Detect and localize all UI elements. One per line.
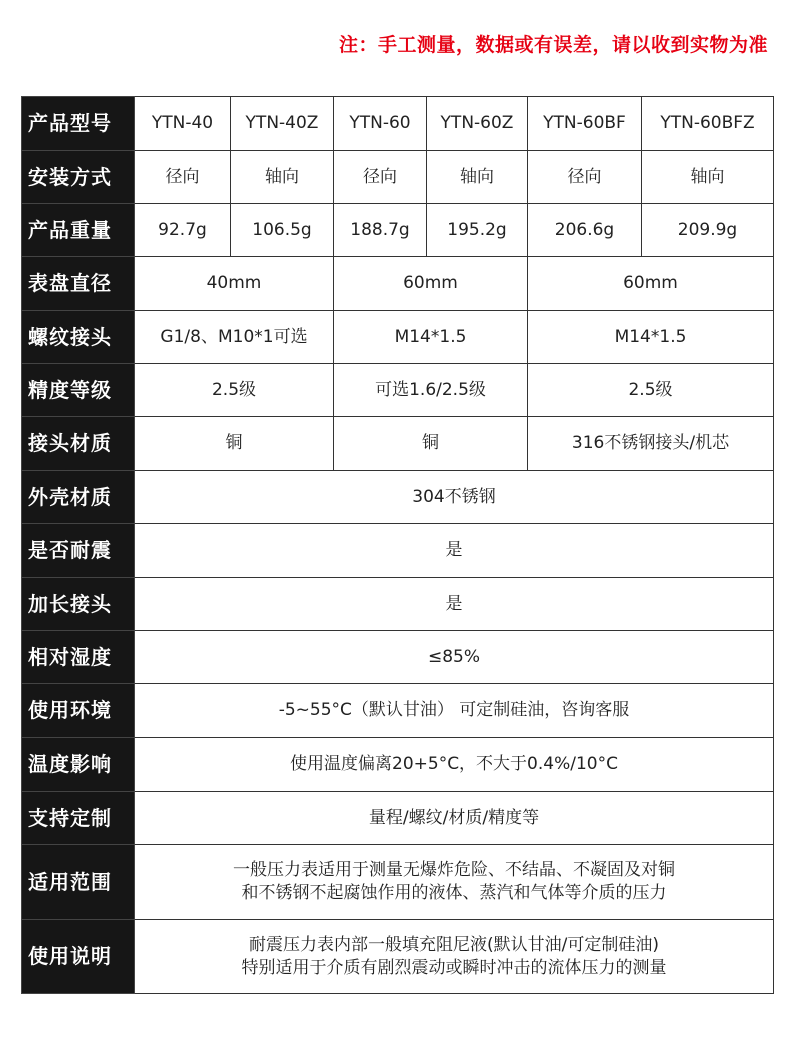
spec-cell: 轴向 <box>642 151 774 204</box>
spec-row <box>22 204 774 257</box>
spec-cell: 60mm <box>528 257 774 311</box>
spec-cell: 使用温度偏离20+5°C，不大于0.4%/10°C <box>135 738 774 792</box>
row-label: 接头材质 <box>22 417 135 471</box>
row-label: 使用环境 <box>22 684 135 738</box>
spec-row <box>22 738 774 792</box>
spec-cell: 304不锈钢 <box>135 471 774 524</box>
spec-cell: 195.2g <box>427 204 528 257</box>
row-label: 使用说明 <box>22 920 135 994</box>
spec-row <box>22 578 774 631</box>
spec-cell: 铜 <box>334 417 528 471</box>
spec-cell: 2.5级 <box>135 364 334 417</box>
spec-cell: 2.5级 <box>528 364 774 417</box>
spec-cell: 径向 <box>528 151 642 204</box>
spec-cell: 一般压力表适用于测量无爆炸危险、不结晶、不凝固及对铜 和不锈钢不起腐蚀作用的液体、蒸汽和气体等介质的压力 <box>135 845 774 920</box>
spec-row <box>22 257 774 311</box>
spec-cell: 60mm <box>334 257 528 311</box>
spec-row <box>22 311 774 364</box>
row-label: 支持定制 <box>22 792 135 845</box>
spec-cell: YTN-40 <box>135 97 231 151</box>
spec-cell: 316不锈钢接头/机芯 <box>528 417 774 471</box>
spec-cell: 轴向 <box>231 151 334 204</box>
spec-row <box>22 792 774 845</box>
row-label: 安装方式 <box>22 151 135 204</box>
row-label: 产品型号 <box>22 97 135 151</box>
spec-cell: 是 <box>135 524 774 578</box>
spec-row <box>22 524 774 578</box>
spec-cell: 轴向 <box>427 151 528 204</box>
spec-cell: M14*1.5 <box>528 311 774 364</box>
spec-cell: 径向 <box>334 151 427 204</box>
spec-row <box>22 684 774 738</box>
spec-cell: M14*1.5 <box>334 311 528 364</box>
spec-cell: YTN-60 <box>334 97 427 151</box>
row-label: 相对湿度 <box>22 631 135 684</box>
row-label: 温度影响 <box>22 738 135 792</box>
spec-cell: ≤85% <box>135 631 774 684</box>
spec-cell: G1/8、M10*1可选 <box>135 311 334 364</box>
spec-cell: YTN-60BFZ <box>642 97 774 151</box>
row-label: 螺纹接头 <box>22 311 135 364</box>
spec-row <box>22 417 774 471</box>
spec-cell: 是 <box>135 578 774 631</box>
row-label: 外壳材质 <box>22 471 135 524</box>
spec-row <box>22 631 774 684</box>
row-label: 精度等级 <box>22 364 135 417</box>
spec-cell: YTN-60Z <box>427 97 528 151</box>
spec-row <box>22 845 774 920</box>
row-label: 是否耐震 <box>22 524 135 578</box>
spec-cell: 209.9g <box>642 204 774 257</box>
measurement-notice: 注：手工测量，数据或有误差，请以收到实物为准 <box>338 34 768 56</box>
spec-cell: 铜 <box>135 417 334 471</box>
spec-cell: YTN-40Z <box>231 97 334 151</box>
spec-row <box>22 97 774 151</box>
spec-row <box>22 151 774 204</box>
spec-cell: 106.5g <box>231 204 334 257</box>
spec-table <box>21 96 774 994</box>
spec-row <box>22 471 774 524</box>
spec-cell: -5~55°C（默认甘油） 可定制硅油，咨询客服 <box>135 684 774 738</box>
spec-cell: 可选1.6/2.5级 <box>334 364 528 417</box>
spec-row <box>22 364 774 417</box>
spec-cell: 40mm <box>135 257 334 311</box>
spec-cell: 188.7g <box>334 204 427 257</box>
spec-row <box>22 920 774 994</box>
row-label: 产品重量 <box>22 204 135 257</box>
row-label: 适用范围 <box>22 845 135 920</box>
spec-cell: 92.7g <box>135 204 231 257</box>
spec-cell: 耐震压力表内部一般填充阻尼液(默认甘油/可定制硅油) 特别适用于介质有剧烈震动或瞬时冲击的流体压力的测量 <box>135 920 774 994</box>
spec-cell: 206.6g <box>528 204 642 257</box>
spec-cell: 径向 <box>135 151 231 204</box>
row-label: 表盘直径 <box>22 257 135 311</box>
spec-cell: YTN-60BF <box>528 97 642 151</box>
row-label: 加长接头 <box>22 578 135 631</box>
spec-cell: 量程/螺纹/材质/精度等 <box>135 792 774 845</box>
